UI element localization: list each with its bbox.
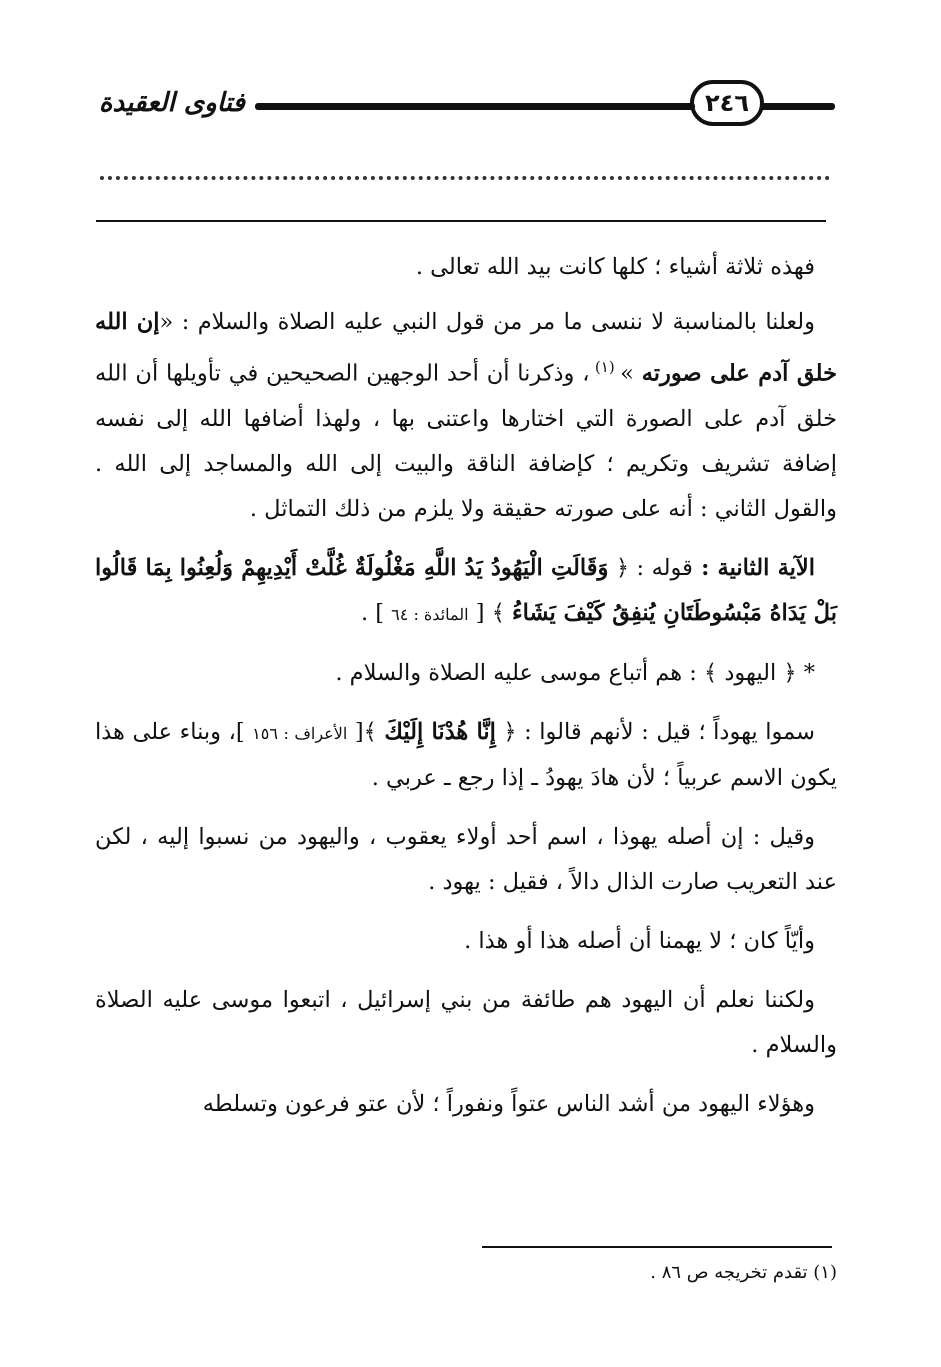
- hadith-text: إن الله خلق آدم على صورته: [95, 309, 838, 387]
- footnote-ref: (١): [589, 358, 621, 376]
- book-title: فتاوى العقيدة: [98, 88, 245, 118]
- dotted-separator: [100, 176, 830, 180]
- quran-verse: وَقَالَتِ الْيَهُودُ يَدُ اللَّهِ مَغْلُولَةٌ غُلَّتْ أَيْدِيهِمْ وَلُعِنُوا بِمَا قَالُوا بَلْ يَدَاهُ مَبْسُوطَتَانِ يُنفِقُ كَيْفَ يَشَاءُ: [95, 554, 837, 626]
- paragraph-4: * ﴿ اليهود ﴾ : هم أتباع موسى عليه الصلاة والسلام .: [335, 659, 815, 686]
- paragraph-7: وأيّاً كان ؛ لا يهمنا أن أصله هذا أو هذا .: [464, 927, 815, 954]
- paragraph-5: سموا يهوداً ؛ قيل : لأنهم قالوا : ﴿ إِنَّا هُدْنَا إِلَيْكَ ﴾[ الأعراف : ١٥٦ ]، وبناء على هذا يكون الاسم عربياً ؛ لأن هادَ يهودُ ـ إذا رجع ـ عربي .: [95, 718, 837, 791]
- page-number: ٢٤٦: [705, 89, 749, 117]
- defined-word: اليهود: [724, 659, 777, 686]
- surah-reference: الأعراف : ١٥٦: [252, 723, 348, 743]
- surah-reference: المائدة : ٦٤: [391, 604, 469, 624]
- page-header: [95, 78, 835, 134]
- page-number-badge: [690, 80, 764, 126]
- paragraph-9: وهؤلاء اليهود من أشد الناس عتواً ونفوراً ؛ لأن عتو فرعون وتسلطه: [202, 1090, 815, 1117]
- top-rule: [96, 220, 826, 222]
- footnote-rule: [482, 1246, 832, 1248]
- paragraph-3: الآية الثانية : قوله : ﴿ وَقَالَتِ الْيَهُودُ يَدُ اللَّهِ مَغْلُولَةٌ غُلَّتْ أَيْدِيهِمْ وَلُعِنُوا بِمَا قَالُوا بَلْ يَدَاهُ مَبْسُوطَتَانِ يُنفِقُ كَيْفَ يَشَاءُ ﴾ [ المائدة : ٦٤ ] .: [95, 554, 837, 626]
- quran-verse: إِنَّا هُدْنَا إِلَيْكَ: [384, 718, 496, 745]
- paragraph-6: وقيل : إن أصله يهوذا ، اسم أحد أولاء يعقوب ، واليهود من نسبوا إليه ، لكن عند التعريب صارت الذال دالاً ، فقيل : يهود .: [95, 823, 837, 895]
- verse-label: الآية الثانية :: [692, 554, 815, 581]
- main-text: [95, 245, 837, 1141]
- header-rule-right: [760, 103, 835, 110]
- paragraph-2: ولعلنا بالمناسبة لا ننسى ما مر من قول النبي عليه الصلاة والسلام : «إن الله خلق آدم على صورته » $^{(١)}$ ، وذكرنا أن أحد الوجهين الصحيحين في تأويلها أن الله خلق آدم على الصورة التي اختارها واعتنى بها ، ولهذا أضافها الله إلى نفسه إضافة تشريف وتكريم ؛ كإضافة الناقة والبيت إلى الله والمساجد إلى الله . والقول الثاني : أنه على صورته حقيقة ولا يلزم من ذلك التماثل .: [95, 309, 838, 522]
- header-rule-left: [255, 103, 695, 110]
- paragraph-8: ولكننا نعلم أن اليهود هم طائفة من بني إسرائيل ، اتبعوا موسى عليه الصلاة والسلام .: [95, 986, 837, 1058]
- footnote: (١) تقدم تخريجه ص ٨٦ .: [650, 1262, 837, 1283]
- paragraph-1: فهذه ثلاثة أشياء ؛ كلها كانت بيد الله تعالى .: [415, 254, 815, 280]
